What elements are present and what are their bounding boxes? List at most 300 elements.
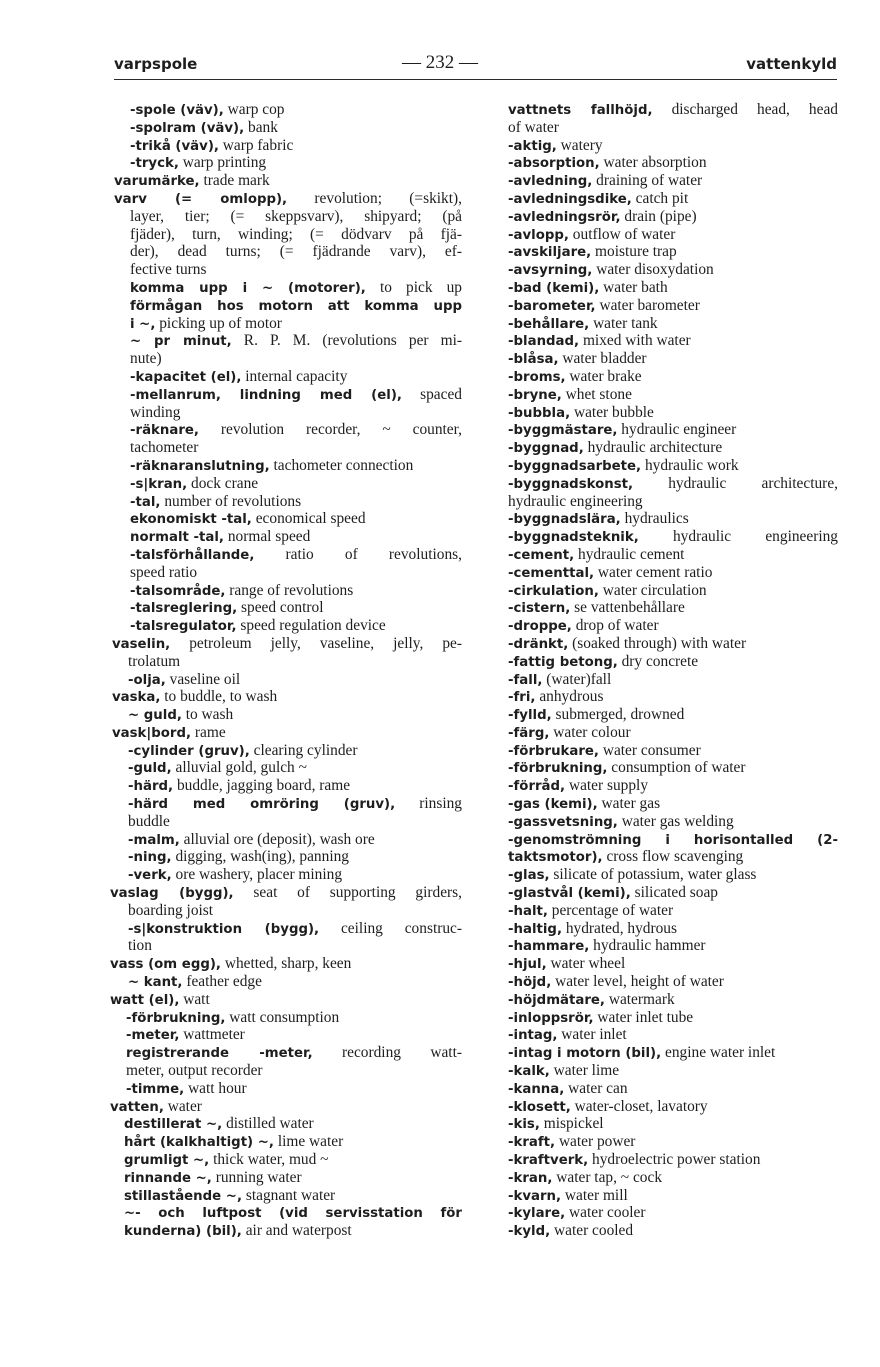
headword: registrerande -meter, — [126, 1046, 313, 1062]
headword: -malm, — [128, 832, 180, 848]
headword: -kraftverk, — [508, 1153, 589, 1169]
dictionary-line — [110, 831, 462, 849]
translation: warp fabric — [218, 136, 294, 154]
headword: varv (= omlopp), — [114, 191, 288, 207]
dictionary-line — [110, 315, 462, 333]
translation: der), dead turns; (= fjädrande varv), ef- — [130, 243, 462, 261]
headword: -kanna, — [508, 1081, 565, 1097]
headword: hårt (kalkhaltigt) ~, — [124, 1135, 274, 1151]
translation: revolution recorder, ~ counter, — [198, 421, 462, 439]
dictionary-line — [506, 599, 838, 617]
headword: ~ pr minut, — [130, 334, 232, 350]
translation: speed regulation device — [236, 617, 386, 635]
translation: water consumer — [598, 741, 701, 759]
dictionary-line — [506, 421, 838, 439]
dictionary-line — [506, 617, 838, 635]
dictionary-line — [110, 1080, 462, 1098]
dictionary-line — [506, 706, 838, 724]
dictionary-line — [110, 154, 462, 172]
dictionary-line — [110, 902, 462, 920]
headword: -halt, — [508, 903, 548, 919]
headword: -gas (kemi), — [508, 797, 598, 813]
translation: draining of water — [592, 172, 703, 190]
dictionary-line — [506, 813, 838, 831]
translation: water gas welding — [617, 812, 734, 830]
translation: winding — [130, 403, 181, 421]
headword: -kylare, — [508, 1206, 566, 1222]
headword: -avskiljare, — [508, 245, 592, 261]
dictionary-line — [110, 617, 462, 635]
translation: anhydrous — [535, 688, 604, 706]
headword: -kalk, — [508, 1064, 550, 1080]
dictionary-line — [110, 653, 462, 671]
translation: hydraulic architecture, — [633, 474, 838, 492]
translation: layer, tier; (= skeppsvarv), shipyard; (på — [130, 207, 462, 225]
translation: engine water inlet — [661, 1044, 776, 1062]
translation: water cement ratio — [594, 563, 713, 581]
dictionary-line — [506, 1062, 838, 1080]
headword: -tal, — [130, 494, 161, 510]
translation: mixed with water — [579, 332, 691, 350]
headword: vaslag (bygg), — [110, 886, 234, 902]
dictionary-line — [110, 510, 462, 528]
dictionary-line — [506, 350, 838, 368]
headword: ekonomiskt -tal, — [130, 512, 252, 528]
translation: watt hour — [184, 1079, 247, 1097]
translation: buddle — [128, 812, 170, 830]
headword: -fri, — [508, 690, 536, 706]
translation: trolatum — [128, 652, 181, 670]
dictionary-line — [506, 154, 838, 172]
translation: of water — [508, 118, 559, 136]
translation: bank — [244, 118, 278, 136]
dictionary-line — [506, 368, 838, 386]
dictionary-line — [110, 777, 462, 795]
dictionary-line — [506, 528, 838, 546]
translation: water cooler — [565, 1204, 646, 1222]
dictionary-line — [110, 1151, 462, 1169]
dictionary-line — [506, 724, 838, 742]
dictionary-line — [110, 368, 462, 386]
translation: water mill — [561, 1186, 628, 1204]
translation: water lime — [549, 1062, 620, 1080]
translation: discharged head, head — [652, 101, 838, 118]
dictionary-line — [506, 510, 838, 528]
headword: -haltig, — [508, 921, 562, 937]
headword: -bubbla, — [508, 405, 571, 421]
translation: water absorption — [599, 154, 707, 172]
headword: -broms, — [508, 369, 566, 385]
headword: -fattig betong, — [508, 654, 618, 670]
headword: -räknare, — [130, 423, 199, 439]
dictionary-line — [110, 795, 462, 813]
dictionary-line — [110, 101, 462, 119]
headword: -hammare, — [508, 939, 590, 955]
dictionary-line — [506, 1115, 838, 1133]
translation: number of revolutions — [160, 492, 302, 510]
dictionary-line — [506, 937, 838, 955]
headword: -absorption, — [508, 156, 600, 172]
translation: revolution; (=skikt), — [287, 189, 462, 207]
headword: -kvarn, — [508, 1188, 562, 1204]
translation: fective turns — [130, 261, 207, 279]
dictionary-line — [506, 172, 838, 190]
translation: moisture trap — [591, 243, 677, 261]
translation: outflow of water — [568, 225, 676, 243]
headword: -hjul, — [508, 957, 547, 973]
headword: vaska, — [112, 690, 161, 706]
header-right-guideword: vattenkyld — [746, 55, 837, 73]
dictionary-line — [110, 884, 462, 902]
dictionary-line — [110, 866, 462, 884]
translation: water cooled — [550, 1222, 634, 1240]
dictionary-line — [506, 226, 838, 244]
headword: -byggnadslära, — [508, 512, 621, 528]
translation: to buddle, to wash — [160, 688, 278, 706]
dictionary-line — [110, 635, 462, 653]
dictionary-line — [506, 261, 838, 279]
translation: nute) — [130, 350, 162, 368]
translation: dry concrete — [617, 652, 699, 670]
dictionary-line — [506, 902, 838, 920]
headword: -härd, — [128, 779, 174, 795]
dictionary-line — [110, 1044, 462, 1062]
dictionary-line — [506, 475, 838, 493]
headword: -trikå (väv), — [130, 138, 219, 154]
dictionary-line — [110, 759, 462, 777]
headword: -kapacitet (el), — [130, 369, 242, 385]
translation: water inlet — [557, 1026, 627, 1044]
dictionary-line — [110, 493, 462, 511]
headword: varumärke, — [114, 174, 200, 190]
dictionary-line — [110, 528, 462, 546]
translation: ore washery, placer mining — [171, 866, 343, 884]
dictionary-line — [506, 1044, 838, 1062]
headword: -fylld, — [508, 708, 552, 724]
translation: alluvial ore (deposit), wash ore — [179, 830, 375, 848]
headword: ~ guld, — [128, 708, 182, 724]
translation: air and waterpost — [241, 1222, 352, 1240]
dictionary-line — [110, 475, 462, 493]
headword: -byggmästare, — [508, 423, 618, 439]
dictionary-line — [506, 759, 838, 777]
translation: hydraulic cement — [574, 545, 685, 563]
dictionary-line — [110, 243, 462, 261]
dictionary-line — [110, 1222, 462, 1240]
headword: -barometer, — [508, 298, 596, 314]
headword: -talsregulator, — [130, 619, 237, 635]
translation: meter, output recorder — [126, 1062, 263, 1080]
page-header — [0, 50, 880, 80]
dictionary-line — [110, 190, 462, 208]
translation: ceiling construc- — [319, 919, 462, 937]
headword: destillerat ~, — [124, 1117, 223, 1133]
headword: -bryne, — [508, 387, 562, 403]
dictionary-line — [506, 991, 838, 1009]
dictionary-line — [506, 848, 838, 866]
dictionary-line — [506, 101, 838, 119]
dictionary-line — [110, 724, 462, 742]
translation: water-closet, lavatory — [570, 1097, 708, 1115]
translation: water power — [555, 1133, 636, 1151]
dictionary-line — [506, 564, 838, 582]
headword: -droppe, — [508, 619, 572, 635]
translation: wattmeter — [179, 1026, 245, 1044]
dictionary-line — [110, 582, 462, 600]
translation: vaseline oil — [165, 670, 241, 688]
translation: water bath — [599, 278, 668, 296]
headword: -klosett, — [508, 1099, 571, 1115]
dictionary-line — [506, 795, 838, 813]
dictionary-line — [110, 261, 462, 279]
headword: -ning, — [128, 850, 172, 866]
dictionary-line — [506, 920, 838, 938]
headword: -bad (kemi), — [508, 280, 600, 296]
dictionary-line — [110, 920, 462, 938]
translation: drop of water — [571, 617, 659, 635]
headword: -räknaranslutning, — [130, 458, 270, 474]
dictionary-line — [110, 1062, 462, 1080]
dictionary-line — [110, 706, 462, 724]
dictionary-line — [110, 279, 462, 297]
headword: -byggnad, — [508, 441, 584, 457]
headword: ~- och luftpost (vid servisstation för — [124, 1206, 462, 1222]
translation: water circulation — [598, 581, 707, 599]
headword: -byggnadsarbete, — [508, 458, 642, 474]
headword: -förbrukning, — [508, 761, 608, 777]
dictionary-line — [110, 297, 462, 315]
translation: hydraulic hammer — [589, 937, 706, 955]
headword: -behållare, — [508, 316, 590, 332]
translation: catch pit — [631, 189, 689, 207]
headword: -aktig, — [508, 138, 557, 154]
headword: -blåsa, — [508, 352, 559, 368]
translation: water — [163, 1097, 202, 1115]
headword: -cylinder (gruv), — [128, 743, 250, 759]
dictionary-line — [110, 119, 462, 137]
right-column — [506, 101, 838, 1240]
translation: (water)fall — [542, 670, 612, 688]
translation: range of revolutions — [225, 581, 354, 599]
headword: -cistern, — [508, 601, 571, 617]
headword: rinnande ~, — [124, 1170, 212, 1186]
translation: watt consumption — [225, 1008, 340, 1026]
headword: -avledning, — [508, 174, 593, 190]
headword: i ~, — [130, 316, 156, 332]
headword: komma upp i ~ (motorer), — [130, 280, 366, 296]
translation: digging, wash(ing), panning — [171, 848, 349, 866]
translation: water supply — [565, 777, 649, 795]
translation: whet stone — [561, 385, 632, 403]
translation: water colour — [549, 723, 631, 741]
dictionary-line — [506, 1169, 838, 1187]
translation: tachometer connection — [269, 456, 414, 474]
headword: -förbrukare, — [508, 743, 599, 759]
dictionary-line — [506, 671, 838, 689]
dictionary-line — [110, 1204, 462, 1222]
headword: -cementtal, — [508, 565, 595, 581]
headword: vask|bord, — [112, 725, 192, 741]
translation: ratio of revolutions, — [254, 545, 462, 563]
dictionary-line — [506, 884, 838, 902]
translation: rame — [191, 723, 226, 741]
dictionary-line — [110, 1026, 462, 1044]
translation: feather edge — [182, 973, 262, 991]
dictionary-line — [506, 688, 838, 706]
translation: tion — [128, 937, 152, 955]
translation: silicated soap — [630, 884, 718, 902]
translation: water can — [564, 1079, 628, 1097]
translation: silicate of potassium, water glass — [549, 866, 757, 884]
dictionary-line — [110, 457, 462, 475]
translation: water tank — [589, 314, 658, 332]
headword: -s|konstruktion (bygg), — [128, 921, 320, 937]
dictionary-line — [506, 1009, 838, 1027]
headword: -fall, — [508, 672, 543, 688]
dictionary-line — [506, 582, 838, 600]
translation: water bladder — [558, 350, 647, 368]
headword: -talsförhållande, — [130, 547, 255, 563]
dictionary-line — [506, 137, 838, 155]
headword: -kyld, — [508, 1224, 551, 1240]
dictionary-line — [506, 1026, 838, 1044]
headword: -förbrukning, — [126, 1010, 226, 1026]
dictionary-line — [110, 991, 462, 1009]
translation: water barometer — [595, 296, 700, 314]
headword: -höjdmätare, — [508, 992, 605, 1008]
headword: -guld, — [128, 761, 172, 777]
headword: taktsmotor), — [508, 850, 603, 866]
dictionary-line — [110, 439, 462, 457]
translation: recording watt- — [312, 1044, 462, 1062]
dictionary-line — [110, 1187, 462, 1205]
headword: -spolram (väv), — [130, 120, 245, 136]
dictionary-line — [110, 742, 462, 760]
dictionary-line — [506, 1204, 838, 1222]
headword: -kran, — [508, 1170, 553, 1186]
dictionary-line — [506, 955, 838, 973]
dictionary-line — [506, 1133, 838, 1151]
dictionary-line — [110, 546, 462, 564]
headword: vatten, — [110, 1099, 164, 1115]
dictionary-line — [506, 1187, 838, 1205]
translation: stagnant water — [242, 1186, 336, 1204]
dictionary-line — [506, 457, 838, 475]
page-number: — 232 — — [402, 52, 478, 73]
translation: (soaked through) with water — [568, 634, 747, 652]
translation: dock crane — [187, 474, 259, 492]
dictionary-line — [506, 1098, 838, 1116]
dictionary-line — [506, 635, 838, 653]
translation: drain (pipe) — [620, 207, 697, 225]
headword: -blandad, — [508, 334, 580, 350]
translation: buddle, jagging board, rame — [173, 777, 351, 795]
dictionary-line — [110, 1009, 462, 1027]
translation: speed ratio — [130, 563, 198, 581]
translation: to pick up — [365, 278, 462, 296]
dictionary-line — [110, 137, 462, 155]
headword: -genomströmning i horisontalled (2- — [508, 832, 838, 848]
headword: grumligt ~, — [124, 1153, 210, 1169]
translation: rinsing — [395, 795, 462, 813]
translation: water brake — [565, 367, 642, 385]
translation: percentage of water — [547, 901, 674, 919]
translation: water wheel — [546, 955, 626, 973]
translation: water bubble — [570, 403, 654, 421]
translation: spaced — [401, 385, 462, 403]
headword: vattnets fallhöjd, — [508, 103, 653, 118]
dictionary-line — [110, 688, 462, 706]
headword: -talsområde, — [130, 583, 226, 599]
headword: -cirkulation, — [508, 583, 599, 599]
dictionary-line — [110, 1098, 462, 1116]
headword: -meter, — [126, 1028, 180, 1044]
headword: -avledningsdike, — [508, 191, 632, 207]
dictionary-line — [110, 1169, 462, 1187]
translation: watermark — [604, 990, 675, 1008]
dictionary-line — [506, 386, 838, 404]
dictionary-line — [110, 172, 462, 190]
translation: consumption of water — [607, 759, 746, 777]
dictionary-line — [506, 297, 838, 315]
headword: -s|kran, — [130, 476, 188, 492]
headword: -glastvål (kemi), — [508, 886, 631, 902]
dictionary-line — [110, 226, 462, 244]
translation: tachometer — [130, 439, 199, 457]
translation: petroleum jelly, vaseline, jelly, pe- — [170, 634, 462, 652]
translation: submerged, drowned — [551, 706, 685, 724]
dictionary-line — [110, 1133, 462, 1151]
headword: watt (el), — [110, 992, 180, 1008]
translation: hydroelectric power station — [588, 1151, 761, 1169]
dictionary-line — [506, 1222, 838, 1240]
dictionary-line — [110, 955, 462, 973]
translation: thick water, mud ~ — [209, 1151, 329, 1169]
translation: water tap, ~ cock — [552, 1168, 663, 1186]
headword: -dränkt, — [508, 636, 569, 652]
translation: hydraulic engineer — [617, 421, 737, 439]
dictionary-line — [506, 243, 838, 261]
translation: picking up of motor — [155, 314, 282, 332]
dictionary-line — [506, 439, 838, 457]
translation: trade mark — [199, 172, 270, 190]
translation: watery — [556, 136, 603, 154]
translation: water inlet tube — [593, 1008, 694, 1026]
headword: -härd med omröring (gruv), — [128, 797, 396, 813]
dictionary-line — [110, 599, 462, 617]
dictionary-line — [506, 493, 838, 511]
translation: seat of supporting girders, — [233, 884, 462, 902]
translation: lime water — [273, 1133, 344, 1151]
translation: alluvial gold, gulch ~ — [171, 759, 307, 777]
headword: -glas, — [508, 868, 550, 884]
translation: hydraulic engineering — [638, 528, 838, 546]
translation: hydraulic architecture — [583, 439, 723, 457]
headword: kunderna) (bil), — [124, 1224, 242, 1240]
translation: hydraulics — [620, 510, 689, 528]
headword: -mellanrum, lindning med (el), — [130, 387, 402, 403]
dictionary-line — [506, 973, 838, 991]
dictionary-line — [110, 813, 462, 831]
dictionary-line — [110, 671, 462, 689]
dictionary-line — [506, 866, 838, 884]
translation: hydraulic work — [641, 456, 739, 474]
headword: -tryck, — [130, 156, 179, 172]
headword: -spole (väv), — [130, 103, 224, 118]
translation: speed control — [237, 599, 324, 617]
headword: -gassvetsning, — [508, 814, 618, 830]
header-rule — [114, 79, 837, 80]
